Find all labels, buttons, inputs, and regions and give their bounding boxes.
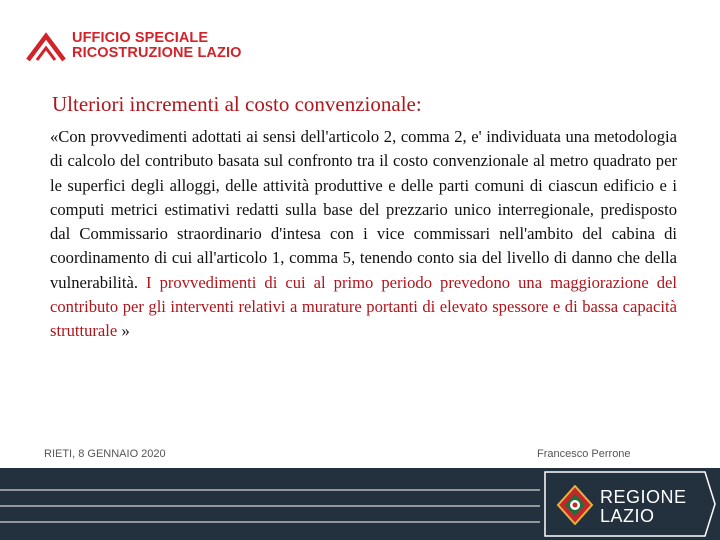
ufficio-logo bbox=[26, 30, 241, 62]
slide-body bbox=[50, 125, 677, 344]
regione-lazio-label bbox=[600, 488, 687, 526]
body-quote-black: «Con provvedimenti adottati ai sensi dell'articolo 2, comma 2, e' individuata una metodologia di calcolo del contributo basata sul confronto tra il costo convenzionale al metro quadrato per le superfici degli alloggi, delle attività produttive e delle parti comuni di ciascun edificio e i computi metrici estimativi redatti sulla base del prezzario unico interregionale, predisposto dal Commissario straordinario d'intesa con i vice commissari nell'ambito del cabina di coordinamento di cui all'articolo 1, comma 5, tenendo conto sia del livello di danno che della vulnerabilità. bbox=[50, 127, 677, 292]
regione-label-line1: REGIONE bbox=[600, 487, 687, 507]
slide-heading: Ulteriori incrementi al costo convenzionale: bbox=[52, 92, 422, 116]
ufficio-name-line1: UFFICIO SPECIALE bbox=[72, 29, 209, 46]
house-roof-icon bbox=[26, 30, 66, 62]
regione-lazio-emblem-icon bbox=[556, 485, 594, 525]
footer-location-date: RIETI, 8 GENNAIO 2020 bbox=[44, 448, 166, 460]
body-quote-red: I provvedimenti di cui al primo periodo prevedono una maggiorazione del contributo per gli interventi relativi a murature portanti di elevato spessore e di bassa capacità strutturale bbox=[50, 272, 677, 341]
ufficio-name bbox=[72, 31, 241, 62]
footer-author: Francesco Perrone bbox=[537, 448, 631, 460]
body-quote-end: » bbox=[121, 321, 130, 341]
regione-label-line2: LAZIO bbox=[600, 506, 655, 526]
ufficio-name-line2: RICOSTRUZIONE LAZIO bbox=[72, 45, 242, 61]
